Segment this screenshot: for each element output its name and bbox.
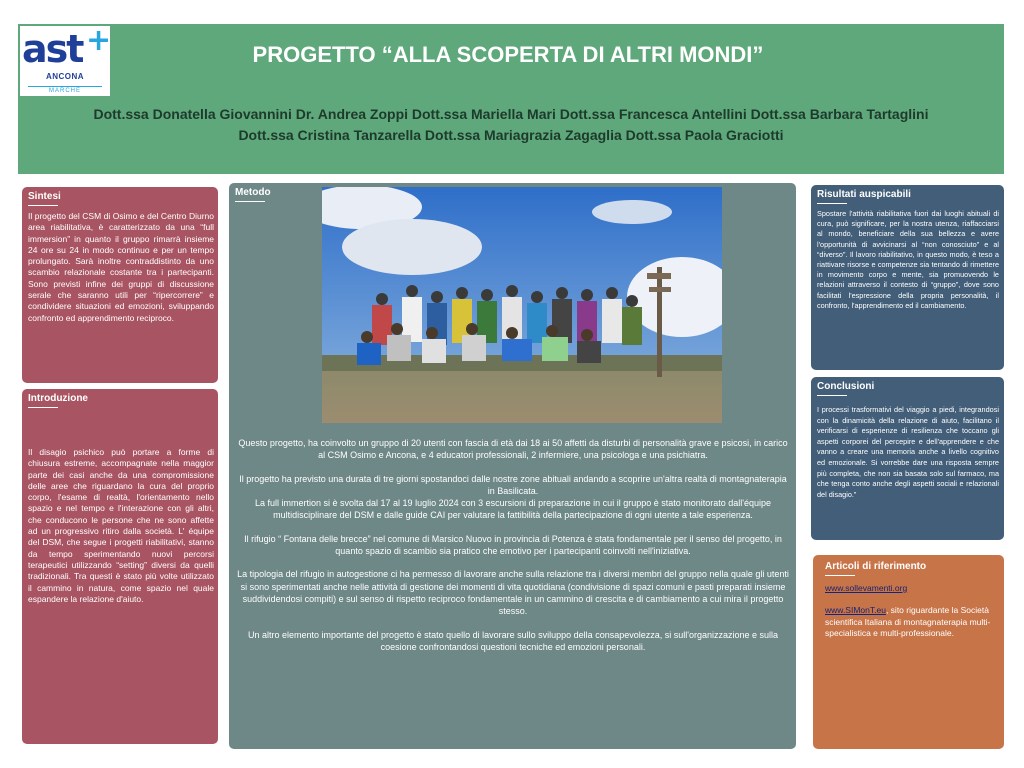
metodo-paragraph-3: La full immertion si è svolta dal 17 al 19 luglio 2024 con 3 escursioni di preparazione in cui il gruppo è stato monitorato dall'équipe multidisciplinare del DSM e dalle guide CAI per valutare la fattibilità della partecipazione di ogni utente a tale esperienza. (254, 498, 772, 521)
logo-mark: ast (22, 27, 83, 71)
metodo-paragraph-4: Il rifugio “ Fontana delle brecce” nel comune di Marsico Nuovo in provincia di Potenza è stata fondamentale per il senso del progetto, in quanto spazio di scambio sia pratico che emotivo per i partecipanti coinvolti nell'iniziativa. (244, 533, 782, 557)
heading-underline (817, 395, 847, 396)
articoli-text (825, 583, 997, 639)
articoli-heading: Articoli di riferimento (825, 561, 927, 572)
authors-line-2: Dott.ssa Cristina Tanzarella Dott.ssa Mariagrazia Zagaglia Dott.ssa Paola Graciotti (238, 127, 784, 143)
conclusioni-panel (811, 377, 1004, 540)
heading-underline (28, 407, 58, 408)
sintesi-heading: Sintesi (28, 191, 61, 202)
group-photo-icon (322, 187, 722, 423)
heading-underline (825, 575, 855, 576)
logo-city: ANCONA (45, 72, 85, 81)
risultati-text: Spostare l'attività riabilitativa fuori dai luoghi abituali di cura, può significare, per la nostra utenza, riaffacciarsi al mondo, beneficiare della sua bellezza e avere l'opportunità di avvicinarsi al “non conosciuto” e al “diverso”. Il lavoro riabilitativo, in questo modo, è teso a riattivare risorse e competenze sia tentando di rimettere in movimento corpo e mente, sia promuovendo le relazioni attraverso il contesto di “gruppo”, dove sono facilitati l'espressione della propria personalità, il confronto, l'apprendimento ed il cambiamento. (817, 209, 999, 310)
heading-underline (28, 205, 58, 206)
risultati-panel (811, 185, 1004, 370)
metodo-paragraph-2: Il progetto ha previsto una durata di tre giorni spostandoci dalle nostre zone abituali andando a scoprire un'altra realtà di montagnaterapia in Basilicata. (239, 473, 787, 496)
sintesi-panel (22, 187, 218, 383)
metodo-text (237, 437, 789, 653)
authors-line-1: Dott.ssa Donatella Giovannini Dr. Andrea Zoppi Dott.ssa Mariella Mari Dott.ssa Francesca Antellini Dott.ssa Barbara Tartaglini (93, 106, 929, 122)
metodo-panel (229, 183, 796, 749)
introduzione-panel (22, 389, 218, 744)
simont-description: , sito riguardante la Società scientifica Italiana di montagnaterapia multi-specialistica e multi-professionale. (825, 605, 991, 638)
metodo-paragraph-6: Un altro elemento importante del progetto è stato quello di lavorare sullo sviluppo della consapevolezza, si sull'organizzazione e sulla coesione confrontandosi questioni tecniche ed emozioni personali. (247, 629, 779, 652)
ast-ancona-logo (20, 23, 112, 96)
heading-underline (817, 203, 847, 204)
logo-plus-icon: + (86, 23, 112, 58)
introduzione-heading: Introduzione (28, 393, 88, 404)
sintesi-text: Il progetto del CSM di Osimo e del Centro Diurno area riabilitativa, è caratterizzato da una “full immersion” in quanto il gruppo rimarrà insieme 24 ore su 24 in modo continuo e per un tempo prolungato. Sarà inoltre contraddistinto da uno scambio relazionale costante tra i partecipanti. Sono previsti infine dei gruppi di discussione serale che saranno utili per “ripercorrere” e condividere situazioni ed emozioni, sviluppando confronto ed apprendimento reciproco. (28, 211, 214, 323)
introduzione-text: Il disagio psichico può portare a forme di chiusura estreme, accompagnate nella maggior parte dei casi anche da una compromissione delle aree che riguardano la cura del proprio corpo, l'esame di realtà, l'orientamento nello spazio e nel tempo e l'interazione con gli altri, che conducono le persone che ne sono affette ad un progressivo ritiro dalla società. L' équipe del DSM, che segue i progetti riabilitativi, stanno da tempo sperimentando nuovi percorsi terapeutici utilizzando “setting” diversi da quelli tradizionali. Tra questi è stato più volte utilizzato il cammino in natura, come spazio nel quale espandere la relazione d'aiuto. (28, 447, 214, 604)
poster-header (18, 24, 1004, 174)
conclusioni-text: I processi trasformativi del viaggio a piedi, integrandosi con la dinamicità della relazione di aiuto, facilitano il verificarsi di esperienze di resilienza che toccano gli aspetti corporei del percepire e dell'apprendere e che vanno a creare una memoria anche a livello cognitivo ed emozionale. Si vorrebbe dare una risposta sempre più completa, che non sia basata solo sul farmaco, ma che tenga conto anche degli aspetti sociali e relazionali del disagio.” (817, 405, 999, 499)
link-simont[interactable]: www.SIMonT.eu (825, 605, 886, 616)
risultati-heading: Risultati auspicabili (817, 189, 911, 200)
conclusioni-heading: Conclusioni (817, 381, 875, 392)
logo-region: MARCHE (28, 86, 102, 94)
articoli-panel (813, 555, 1004, 749)
link-sollevamenti[interactable]: www.sollevamenti.org (825, 583, 908, 593)
heading-underline (235, 201, 265, 202)
authors (58, 104, 964, 146)
poster-title: PROGETTO “ALLA SCOPERTA DI ALTRI MONDI” (252, 42, 764, 67)
metodo-paragraph-5: La tipologia del rifugio in autogestione ci ha permesso di lavorare anche sulla relazione tra i diversi membri del gruppo nella quale gli utenti si sono sperimentati anche nelle attività di gestione dei momenti di vita quotidiana (condivisione di spazi comuni e pasti preparati insieme suddividendosi compiti) e sul senso di rispetto reciproco fondamentale in un cammino di crescita e di cambiamento a cui mira il progetto stesso. (237, 569, 789, 617)
metodo-heading: Metodo (235, 187, 271, 198)
metodo-paragraph-1: Questo progetto, ha coinvolto un gruppo di 20 utenti con fascia di età dai 18 ai 50 affetti da disturbi di personalità grave e psicosi, in carico al CSM Osimo e Ancona, e 4 educatori professionali, 2 infermiere, una psicologa e una psichiatra. (238, 438, 788, 461)
